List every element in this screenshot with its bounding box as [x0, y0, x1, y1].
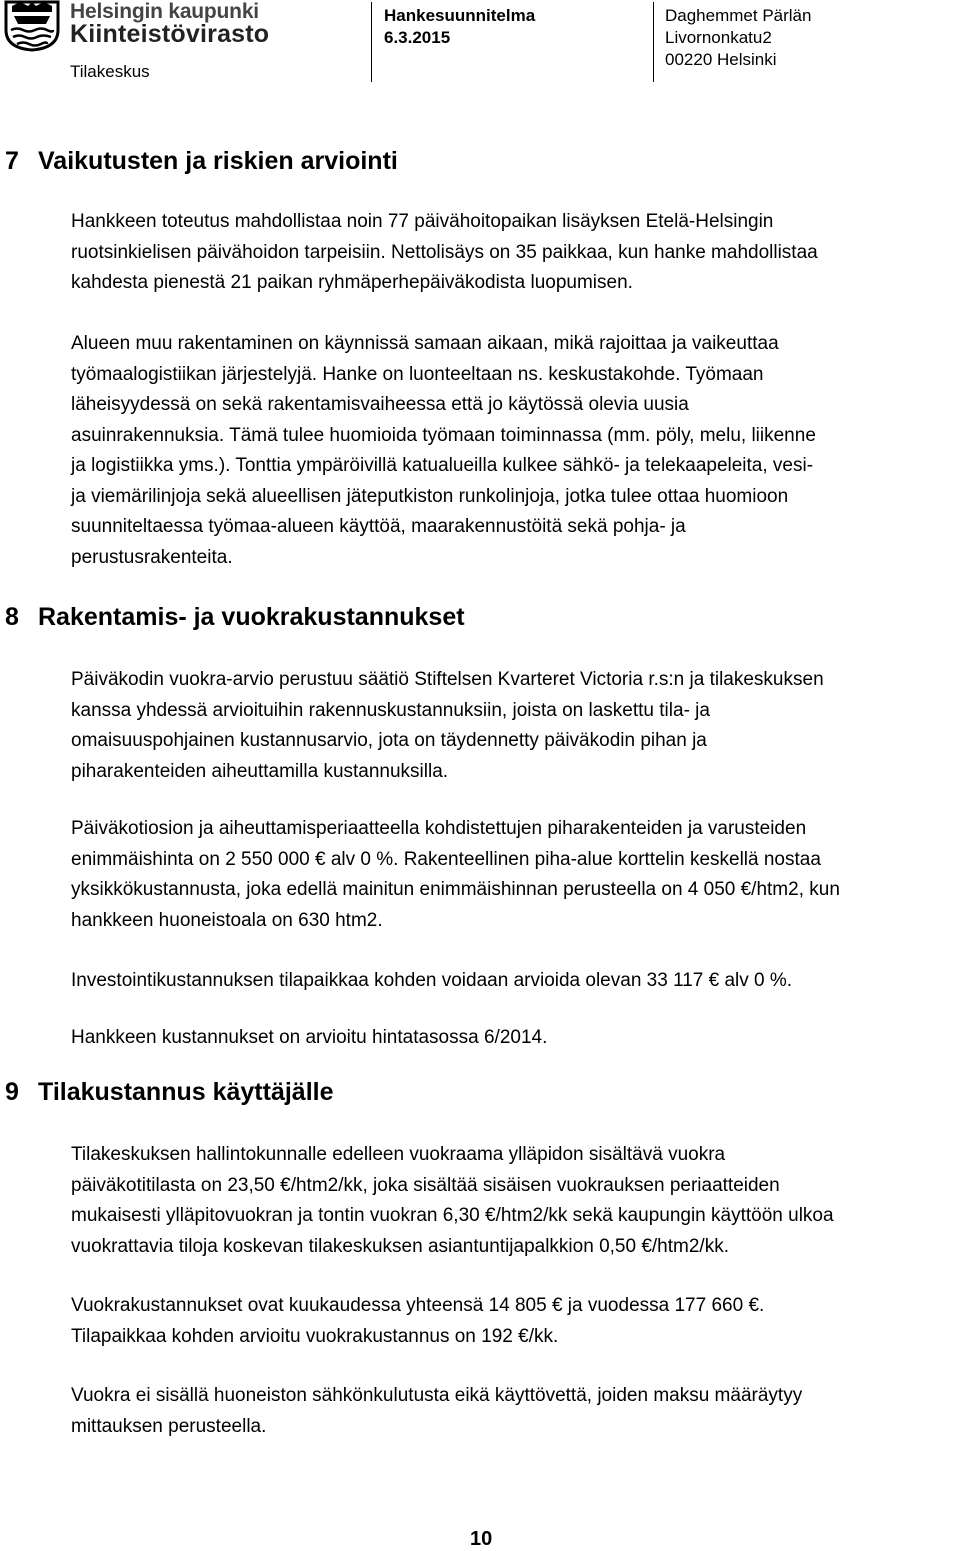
helsinki-crest-logo [2, 0, 62, 52]
org-name-line1: Helsingin kaupunki [70, 0, 259, 23]
address-line: Daghemmet Pärlän [665, 6, 812, 25]
address-line: 00220 Helsinki [665, 50, 777, 69]
page-header [0, 0, 960, 90]
paragraph: Hankkeen kustannukset on arvioitu hintatasossa 6/2014. [71, 1027, 548, 1048]
address-line: Livornonkatu2 [665, 28, 772, 47]
section-heading: 9 Tilakustannus käyttäjälle [5, 1078, 334, 1106]
paragraph: Vuokra ei sisällä huoneiston sähkönkulutusta eikä käyttövettä, joiden maksu määräytyy mittauksen perusteella. [71, 1385, 803, 1437]
paragraph: Päiväkodin vuokra-arvio perustuu säätiö Stiftelsen Kvarteret Victoria r.s:n ja tilakeskuksen kanssa yhdessä arvioituihin rakennuskustannuksiin, joista on laskettu tila- ja omaisuuspohjainen kustannusarvio, jota on täydennetty päiväkodin pihan ja piharakenteiden aiheuttamilla kustannuksilla. [71, 669, 824, 782]
paragraph: Tilakeskuksen hallintokunnalle edelleen vuokraama ylläpidon sisältävä vuokra päiväkotitilasta on 23,50 €/htm2/kk, joka sisältää sisäisen vuokrauksen periaatteiden mukaisesti ylläpitovuokran ja tontin vuokran 6,30 €/htm2/kk sekä kaupungin käyttöön ulkoa vuokrattavia tiloja koskevan tilakeskuksen asiantuntijapalkkion 0,50 €/htm2/kk. [71, 1144, 834, 1257]
department-label: Tilakeskus [70, 62, 150, 81]
page-number: 10 [470, 1528, 493, 1550]
section-heading: 8 Rakentamis- ja vuokrakustannukset [5, 603, 465, 631]
document-date: 6.3.2015 [384, 28, 451, 47]
section-heading: 7 Vaikutusten ja riskien arviointi [5, 147, 398, 175]
header-divider [371, 2, 372, 82]
paragraph: Hankkeen toteutus mahdollistaa noin 77 päivähoitopaikan lisäyksen Etelä-Helsingin ruotsinkielisen päivähoidon tarpeisiin. Nettolisäys on 35 paikkaa, kun hanke mahdollistaa kahdesta pienestä 21 paikan ryhmäperhepäiväkodista luopumisen. [71, 211, 818, 293]
paragraph: Alueen muu rakentaminen on käynnissä samaan aikaan, mikä rajoittaa ja vaikeuttaa työmaalogistiikan järjestelyjä. Hanke on luonteeltaan ns. keskustakohde. Työmaan läheisyydessä on sekä rakentamisvaiheessa että jo käytössä olevia uusia asuinrakennuksia. Tämä tulee huomioida työmaan toiminnassa (mm. pöly, melu, liikenne ja logistiikka yms.). Tonttia ympäröivillä katualueilla kulkee sähkö- ja telekaapeleita, vesi- ja viemärilinjoja sekä alueellisen jäteputkiston runkolinjoja, jotka tulee ottaa huomioon suunniteltaessa työmaa-alueen käyttöä, maarakennustöitä sekä pohja- ja perustusrakenteita. [71, 333, 816, 568]
org-name-line2: Kiinteistövirasto [70, 20, 270, 48]
paragraph: Vuokrakustannukset ovat kuukaudessa yhteensä 14 805 € ja vuodessa 177 660 €. Tilapaikkaa kohden arvioitu vuokrakustannus on 192 €/kk. [71, 1295, 765, 1347]
paragraph: Investointikustannuksen tilapaikkaa kohden voidaan arvioida olevan 33 117 € alv 0 %. [71, 970, 793, 991]
paragraph: Päiväkotiosion ja aiheuttamisperiaatteella kohdistettujen piharakenteiden ja varusteiden enimmäishinta on 2 550 000 € alv 0 %. Rakenteellinen piha-alue korttelin keskellä nostaa yksikkökustannusta, joka edellä mainitun enimmäishinnan perusteella on 4 050 €/htm2, kun hankkeen huoneistoala on 630 htm2. [71, 818, 840, 931]
document-type: Hankesuunnitelma [384, 6, 536, 25]
header-divider [653, 2, 654, 82]
